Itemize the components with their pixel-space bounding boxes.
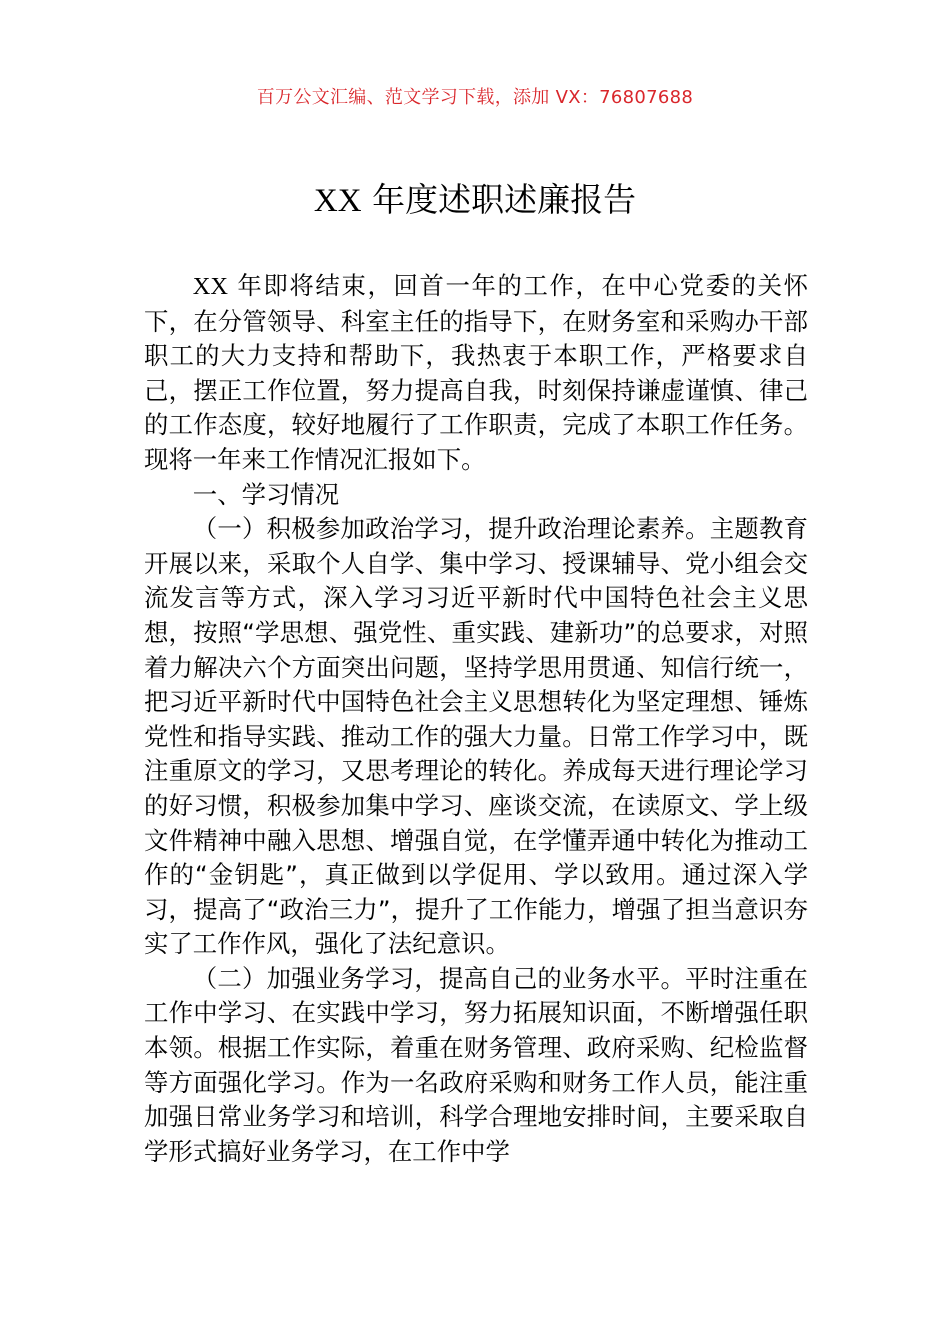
intro-prefix: XX bbox=[192, 273, 229, 300]
section-heading: 一、学习情况 bbox=[192, 479, 340, 509]
promo-header bbox=[0, 85, 950, 111]
paragraph-political-study: （一）积极参加政治学习，提升政治理论素养。主题教育开展以来，采取个人自学、集中学习、授课辅导、党小组会交流发言等方式，深入学习习近平新时代中国特色社会主义思想，按照“学思想、强党性、重实践、建新功”的总要求，对照着力解决六个方面突出问题，坚持学思用贯通、知信行统一，把习近平新时代中国特色社会主义思想转化为坚定理想、锤炼党性和指导实践、推动工作的强大力量。日常工作学习中，既注重原文的学习，又思考理论的转化。养成每天进行理论学习的好习惯，积极参加集中学习、座谈交流，在读原文、学上级文件精神中融入思想、增强自觉，在学懂弄通中转化为推动工作的“金钥匙”，真正做到以学促用、学以致用。通过深入学习，提高了“政治三力”，提升了工作能力，增强了担当意识夯实了工作作风，强化了法纪意识。 bbox=[144, 514, 808, 959]
intro-paragraph bbox=[144, 269, 808, 478]
title-rest: 年度述职述廉报告 bbox=[361, 180, 637, 219]
intro-rest: 年即将结束，回首一年的工作，在中心党委的关怀下，在分管领导、科室主任的指导下，在财务室和采购办干部职工的大力支持和帮助下，我热衷于本职工作，严格要求自己，摆正工作位置，努力提高自我，时刻保持谦虚谨慎、律己的工作态度，较好地履行了工作职责，完成了本职工作任务。现将一年来工作情况汇报如下。 bbox=[144, 271, 808, 474]
document-title bbox=[0, 178, 950, 223]
promo-text: 百万公文汇编、范文学习下载，添加 VX：76807688 bbox=[256, 87, 694, 108]
title-prefix: XX bbox=[313, 183, 362, 219]
paragraph-business-study: （二）加强业务学习，提高自己的业务水平。平时注重在工作中学习、在实践中学习，努力拓展知识面，不断增强任职本领。根据工作实际，着重在财务管理、政府采购、纪检监督等方面强化学习。作为一名政府采购和财务工作人员，能注重加强日常业务学习和培训，科学合理地安排时间，主要采取自学形式搞好业务学习，在工作中学 bbox=[144, 963, 808, 1166]
document-body bbox=[144, 269, 808, 1169]
